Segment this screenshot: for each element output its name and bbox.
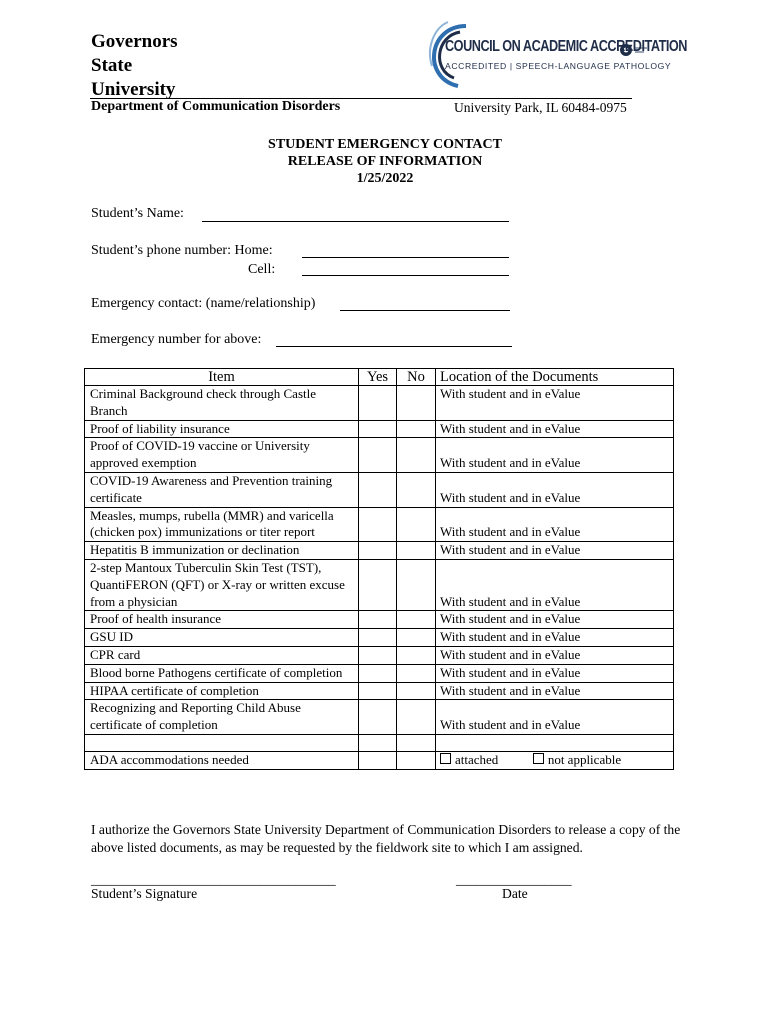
yes-cell[interactable] — [359, 472, 397, 507]
row-item: Measles, mumps, rubella (MMR) and varicella (chicken pox) immunizations or titer report — [85, 507, 359, 542]
yes-cell[interactable] — [359, 611, 397, 629]
table-header-row — [85, 369, 674, 386]
university-address: University Park, IL 60484-0975 — [454, 100, 627, 115]
yes-cell[interactable] — [359, 682, 397, 700]
no-cell[interactable] — [397, 664, 436, 682]
row-location: With student and in eValue — [436, 664, 674, 682]
location-column-header: Location of the Documents — [436, 369, 674, 386]
cell-phone-field[interactable] — [302, 275, 509, 276]
home-phone-label: Student’s phone number: Home: — [91, 243, 273, 258]
home-phone-field[interactable] — [302, 257, 509, 258]
emergency-contact-label: Emergency contact: (name/relationship) — [91, 296, 316, 311]
yes-column-header: Yes — [359, 369, 397, 386]
no-cell[interactable] — [397, 629, 436, 647]
row-item: Recognizing and Reporting Child Abuse certificate of completion — [85, 700, 359, 735]
yes-cell[interactable] — [359, 700, 397, 735]
logo-title: COUNCIL ON ACADEMIC ACCREDITATION — [445, 38, 687, 55]
form-title-line2: RELEASE OF INFORMATION — [287, 154, 483, 169]
table-row — [85, 386, 674, 421]
row-location: With student and in eValue — [436, 507, 674, 542]
row-location: With student and in eValue — [436, 646, 674, 664]
attached-checkbox[interactable] — [440, 753, 451, 764]
university-name — [91, 30, 178, 102]
university-name-line1: Governors — [91, 31, 178, 52]
yes-cell[interactable] — [359, 542, 397, 560]
emergency-contact-field[interactable] — [340, 310, 510, 311]
table-row — [85, 420, 674, 438]
department-name: Department of Communication Disorders — [91, 99, 341, 114]
table-row — [85, 438, 674, 473]
row-location: With student and in eValue — [436, 682, 674, 700]
table-row-blank — [85, 734, 674, 751]
table-row — [85, 646, 674, 664]
caa-logo-icon — [418, 18, 658, 94]
row-item: HIPAA certificate of completion — [85, 682, 359, 700]
no-cell[interactable] — [397, 700, 436, 735]
yes-cell[interactable] — [359, 629, 397, 647]
row-location: With student and in eValue — [436, 559, 674, 610]
yes-cell[interactable] — [359, 420, 397, 438]
cell-phone-label: Cell: — [248, 262, 276, 277]
table-row — [85, 682, 674, 700]
university-name-line3: University — [91, 79, 176, 100]
yes-cell[interactable] — [359, 507, 397, 542]
blank-cell — [436, 734, 674, 751]
table-row — [85, 542, 674, 560]
no-cell[interactable] — [397, 386, 436, 421]
yes-cell[interactable] — [359, 386, 397, 421]
row-location: With student and in eValue — [436, 700, 674, 735]
logo-subtitle: ACCREDITED | SPEECH-LANGUAGE PATHOLOGY — [445, 61, 672, 71]
date-line[interactable]: _________________ — [456, 872, 572, 887]
not-applicable-checkbox[interactable] — [533, 753, 544, 764]
form-date: 1/25/2022 — [356, 171, 414, 186]
ada-label: ADA accommodations needed — [85, 751, 359, 769]
yes-cell[interactable] — [359, 734, 397, 751]
no-cell[interactable] — [397, 472, 436, 507]
row-item: COVID-19 Awareness and Prevention training certificate — [85, 472, 359, 507]
row-location: With student and in eValue — [436, 420, 674, 438]
item-column-header: Item — [85, 369, 359, 386]
no-cell[interactable] — [397, 751, 436, 769]
table-row — [85, 664, 674, 682]
table-row — [85, 559, 674, 610]
row-location: With student and in eValue — [436, 472, 674, 507]
row-item: Hepatitis B immunization or declination — [85, 542, 359, 560]
row-location: With student and in eValue — [436, 386, 674, 421]
row-item: Blood borne Pathogens certificate of completion — [85, 664, 359, 682]
ada-options — [436, 751, 674, 769]
yes-cell[interactable] — [359, 646, 397, 664]
student-name-label: Student’s Name: — [91, 206, 184, 221]
no-cell[interactable] — [397, 542, 436, 560]
row-item: Proof of liability insurance — [85, 420, 359, 438]
row-item: GSU ID — [85, 629, 359, 647]
attached-label: attached — [455, 751, 499, 767]
date-label: Date — [502, 886, 528, 901]
row-location: With student and in eValue — [436, 611, 674, 629]
signature-label: Student’s Signature — [91, 886, 198, 901]
row-location: With student and in eValue — [436, 542, 674, 560]
row-item: CPR card — [85, 646, 359, 664]
row-item: Proof of COVID-19 vaccine or University approved exemption — [85, 438, 359, 473]
student-name-field[interactable] — [202, 221, 509, 222]
university-name-line2: State — [91, 55, 133, 76]
blank-cell — [85, 734, 359, 751]
no-cell[interactable] — [397, 507, 436, 542]
emergency-number-label: Emergency number for above: — [91, 332, 262, 347]
no-cell[interactable] — [397, 420, 436, 438]
yes-cell[interactable] — [359, 559, 397, 610]
ada-row — [85, 751, 674, 769]
emergency-number-field[interactable] — [276, 346, 512, 347]
table-row — [85, 472, 674, 507]
yes-cell[interactable] — [359, 664, 397, 682]
no-cell[interactable] — [397, 734, 436, 751]
authorization-text: I authorize the Governors State University Department of Communication Disorders to release a copy of the above listed documents, as may be requested by the fieldwork site to which I am assigned. — [91, 822, 681, 855]
row-location: With student and in eValue — [436, 438, 674, 473]
table-row — [85, 611, 674, 629]
no-cell[interactable] — [397, 646, 436, 664]
form-title — [0, 136, 770, 187]
no-cell[interactable] — [397, 611, 436, 629]
row-location: With student and in eValue — [436, 629, 674, 647]
table-row — [85, 507, 674, 542]
documents-table — [84, 368, 674, 770]
table-row — [85, 629, 674, 647]
no-cell[interactable] — [397, 559, 436, 610]
no-column-header: No — [397, 369, 436, 386]
row-item: Criminal Background check through Castle Branch — [85, 386, 359, 421]
signature-line[interactable]: ____________________________________ — [91, 872, 336, 887]
row-item: 2-step Mantoux Tuberculin Skin Test (TST), QuantiFERON (QFT) or X-ray or written excuse from a physician — [85, 559, 359, 610]
yes-cell[interactable] — [359, 438, 397, 473]
no-cell[interactable] — [397, 438, 436, 473]
form-title-line1: STUDENT EMERGENCY CONTACT — [268, 137, 502, 152]
table-row — [85, 700, 674, 735]
not-applicable-label: not applicable — [547, 751, 622, 767]
row-item: Proof of health insurance — [85, 611, 359, 629]
yes-cell[interactable] — [359, 751, 397, 769]
no-cell[interactable] — [397, 682, 436, 700]
